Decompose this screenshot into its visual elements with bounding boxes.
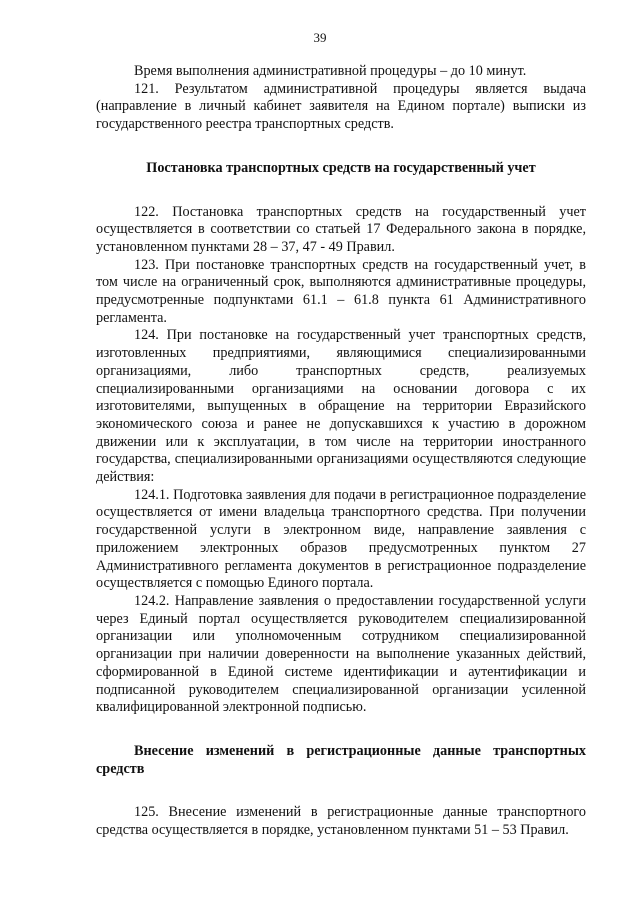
section-heading-registration: Постановка транспортных средств на государственный учет [146,159,536,176]
spacer [96,178,586,204]
page-body [96,63,586,840]
paragraph-122: 122. Постановка транспортных средств на государственный учет осуществляется в соответствии со статьей 17 Федерального закона в порядке, установленном пунктами 28 – 37, 47 - 49 Правил. [96,203,586,255]
spacer [96,778,586,804]
spacer [96,717,586,743]
paragraph-124-2: 124.2. Направление заявления о предоставлении государственной услуги через Единый портал осуществляется руководителем специализированной организации или уполномоченным сотрудником специализированной организации при наличии доверенности на выполнение указанных действий, сформированной в Единой системе идентификации и аутентификации и подписанной руководителем специализированной организации усиленной квалифицированной электронной подписью. [96,592,586,716]
paragraph-124-1: 124.1. Подготовка заявления для подачи в регистрационное подразделение осуществляется от имени владельца транспортного средства. При получении государственной услуги в электронном виде, направление заявления с приложением электронных образов предусмотренных пунктом 27 Административного регламента документов в регистрационное подразделение осуществляется с помощью Единого портала. [96,486,586,592]
paragraph-procedure-time: Время выполнения административной процедуры – до 10 минут. [134,63,527,79]
spacer [96,134,586,160]
paragraph-121: 121. Результатом административной процедуры является выдача (направление в личный кабинет заявителя на Едином портале) выписки из государственного реестра транспортных средств. [96,80,586,133]
page-number: 39 [313,30,327,45]
paragraph-124: 124. При постановке на государственный учет транспортных средств, изготовленных предприятиями, являющимися специализированными организациями, либо транспортных средств, реализуемых специализированными организациями на основании договора с их изготовителями, выпущенных в обращение на территории Евразийского экономического союза и ранее не допускавшихся к участию в дорожном движении или к эксплуатации, в том числе на территории иностранного государства, специализированными организациями осуществляются следующие действия: [96,327,586,486]
section-heading-changes: Внесение изменений в регистрационные данные транспортных средств [96,742,586,777]
paragraph-123: 123. При постановке транспортных средств на государственный учет, в том числе на ограниченный срок, выполняются административные процедуры, предусмотренные подпунктами 61.1 – 61.8 пункта 61 Административного регламента. [96,256,586,326]
paragraph-125: 125. Внесение изменений в регистрационные данные транспортного средства осуществляется в порядке, установленном пунктами 51 – 53 Правил. [96,804,586,839]
